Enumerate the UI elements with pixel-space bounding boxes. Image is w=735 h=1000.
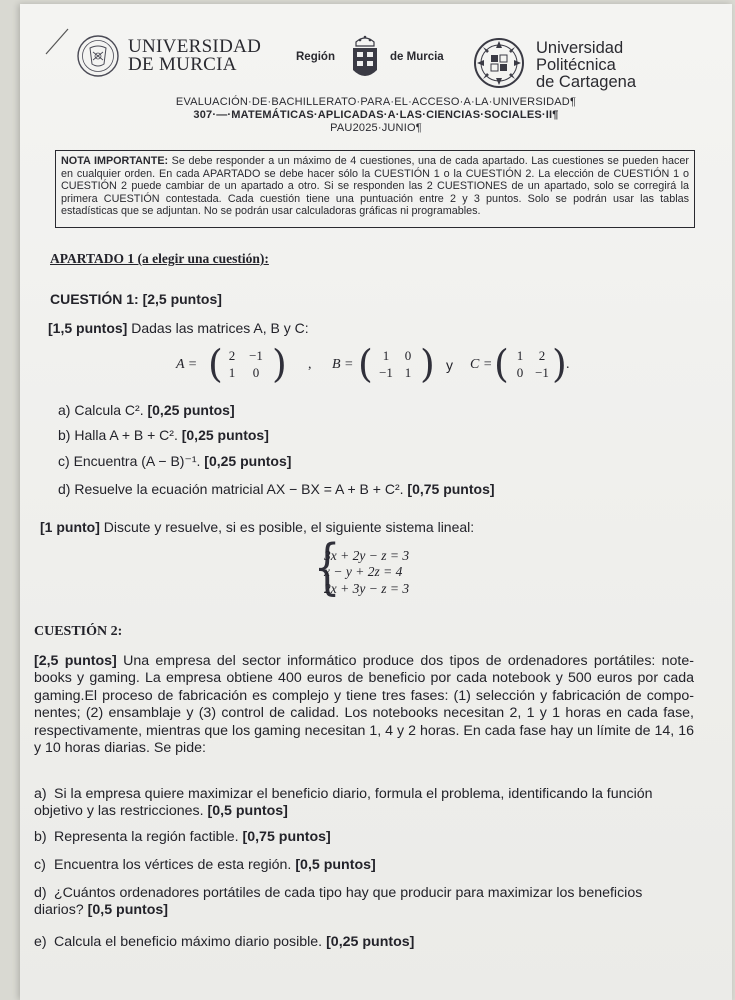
cuestion-1-item-d [58,481,495,497]
cuestion-2-item-c [34,857,694,874]
item-text: Si la empresa quiere maximizar el beneficio diario, formula el problema, identificando la función objetivo y las restricciones. [34,786,653,820]
item-text: Encuentra (A − B)⁻¹. [73,453,205,469]
apartado-1-heading: APARTADO 1 (a elegir una cuestión): [50,251,269,266]
item-label: d) [58,481,71,497]
cuestion-1-item-b [58,427,269,443]
matrix-a-cell: −1 [249,348,263,363]
um-name-line1: UNIVERSIDAD [128,36,262,57]
system-brace: { [313,532,341,602]
matrices-display [176,342,570,386]
part2-points: [1 punto] [40,519,100,535]
item-points: [0,5 puntos] [87,902,169,919]
cuestion-1-intro [48,320,309,336]
comma-separator: , [308,357,312,372]
exam-title-line2: 307·—·MATEMÁTICAS·APLICADAS·A·LAS·CIENCIAS·SOCIALES·II¶ [193,109,559,121]
pen-stroke-mark [42,26,72,56]
c2-text: Una empresa del sector informático produce dos tipos de ordenadores portátiles: note-books y gaming. La empresa obtiene 400 euros de beneficio por cada notebook y 500 euros por cada gaming.El proceso de fabricación es complejo y tiene tres fases: (1) selección y fabricación de compo-nentes; (2) ensamblaje y (3) control de calidad. Los notebooks necesitan 2, 1 y 1 horas en cada fase, respectivamente, mientras que los gaming necesitan 1, 4 y 2 horas. En cada fase hay un límite de 14, 16 y 10 horas diarias. Se pide: [34,653,694,757]
item-text: ¿Cuántos ordenadores portátiles de cada tipo hay que producir para maximizar los beneficios diarios? [34,885,643,919]
um-name-line2: DE MURCIA [128,54,237,75]
item-label: a) [34,786,47,802]
cuestion-2-item-b [34,829,694,846]
system-equation-1: 3x + 2y − z = 3 [324,548,410,563]
item-label: b) [58,427,71,443]
item-text: Calcula C². [74,402,148,418]
upct-name-line1: Universidad [536,39,624,57]
item-points: [0,75 puntos] [407,481,495,497]
note-label: NOTA IMPORTANTE: [61,155,169,167]
item-points: [0,25 puntos] [326,934,415,950]
matrix-a-label: A = [176,357,198,372]
matrix-a-left-paren: ( [208,342,223,386]
important-note-box [55,150,695,228]
exam-title-line3: PAU2025·JUNIO¶ [330,122,422,134]
exam-sheet [20,4,732,1000]
matrix-c-cell: 0 [516,365,524,380]
matrix-c-right-paren: ) [552,342,567,386]
item-points: [0,25 puntos] [147,402,235,418]
matrix-b-cell: 1 [382,348,390,363]
matrix-c-cell: −1 [535,365,549,380]
item-label: b) [34,829,47,845]
item-points: [0,75 puntos] [242,829,331,845]
region-murcia-logo [296,34,446,94]
item-text: Halla A + B + C². [74,427,182,443]
intro-text: Dadas las matrices A, B y C: [127,320,309,336]
universidad-murcia-seal-icon [76,34,120,78]
de-murcia-label: de Murcia [390,51,444,63]
matrix-a-cell: 0 [252,365,260,380]
matrix-b-right-paren: ) [420,342,435,386]
matrix-b-label: B = [332,357,354,372]
system-equation-2: x − y + 2z = 4 [324,564,403,579]
matrix-c-cell: 1 [516,348,524,363]
matrix-c-cell: 2 [538,348,546,363]
cuestion-2-title: CUESTIÓN 2: [34,624,123,639]
c2-points: [2,5 puntos] [34,653,117,669]
cuestion-2-item-d [34,885,694,920]
upct-seal-icon [472,36,526,90]
matrix-b-cell: −1 [379,365,393,380]
conjunction-y: y [446,357,453,373]
item-label: c) [34,857,46,873]
matrix-a-right-paren: ) [272,342,287,386]
matrix-c-left-paren: ( [494,342,509,386]
matrix-c-label: C = [470,357,493,372]
upct-name-line3: de Cartagena [536,73,636,91]
item-points: [0,5 puntos] [295,857,376,873]
linear-system [308,532,448,602]
cuestion-2-item-e [34,934,694,951]
cuestion-2-statement [34,653,694,757]
end-dot: . [566,357,570,372]
item-text: Resuelve la ecuación matricial AX − BX = A + B + C². [74,481,408,497]
item-text: Representa la región factible. [54,829,243,845]
upct-name-line2: Politécnica [536,56,616,74]
matrix-a-cell: 1 [228,365,236,380]
matrix-b-cell: 0 [404,348,412,363]
system-equation-3: 2x + 3y − z = 3 [324,581,410,596]
cuestion-1-title: CUESTIÓN 1: [2,5 puntos] [50,291,222,307]
region-label: Región [296,51,335,63]
cuestion-1-item-c [58,453,291,470]
item-points: [0,25 puntos] [181,427,269,443]
cuestion-2-item-a [34,786,694,821]
item-text: Encuentra los vértices de esta región. [54,857,296,873]
cuestion-1-part2-intro [40,519,474,535]
item-points: [0,25 puntos] [204,453,292,469]
matrix-a-cell: 2 [228,348,236,363]
item-label: c) [58,453,70,469]
matrix-b-left-paren: ( [358,342,373,386]
intro-points: [1,5 puntos] [48,320,128,336]
matrix-b-cell: 1 [404,365,412,380]
exam-title-line1: EVALUACIÓN·DE·BACHILLERATO·PARA·EL·ACCESO·A·LA·UNIVERSIDAD¶ [175,96,577,108]
upct-name [536,40,636,91]
item-points: [0,5 puntos] [207,803,288,820]
item-label: a) [58,402,71,418]
universidad-murcia-name [128,38,261,74]
part2-text: Discute y resuelve, si es posible, el siguiente sistema lineal: [99,519,475,535]
region-murcia-crest-icon [348,34,382,88]
item-label: d) [34,885,47,901]
note-text: Se debe responder a un máximo de 4 cuestiones, una de cada apartado. Las cuestiones se pueden hacer en cualquier orden. En cada APARTADO se debe hacer sólo la CUESTIÓN 1 o la CUESTIÓN 2. La elección de CUESTIÓN 1 o CUESTIÓN 2 puede cambiar de un apartado a otro. Si se responden las 2 CUESTIONES de un apartado, solo se corregirá la primera CUESTIÓN contestada. Cada cuestión tiene una puntuación entre 2 y 3 puntos. Solo se podrán usar las tablas estadísticas que se adjuntan. No se podrán usar calculadoras gráficas ni programables. [61,155,689,218]
item-text: Calcula el beneficio máximo diario posible. [54,934,327,950]
item-label: e) [34,934,47,950]
cuestion-1-item-a [58,402,235,418]
